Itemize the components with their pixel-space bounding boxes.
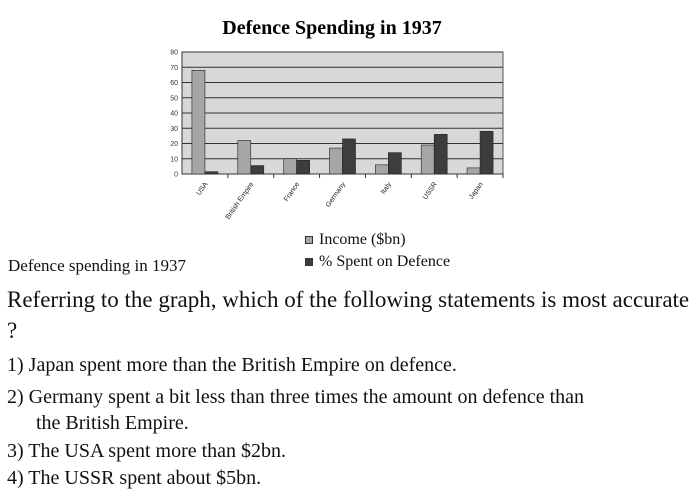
bar-income-france	[284, 159, 297, 174]
bar-income-japan	[467, 168, 480, 174]
bar-income-ussr	[421, 145, 434, 174]
bar-income-italy	[375, 165, 388, 174]
chart-title: Defence Spending in 1937	[222, 17, 442, 39]
x-tick-label-usa: USA	[195, 181, 210, 197]
y-tick-label-0: 0	[174, 171, 178, 179]
x-tick-label-british-empire: British Empire	[224, 181, 256, 221]
legend-swatch-income	[305, 236, 313, 244]
bar-income-germany	[330, 148, 343, 174]
bar-defence-usa	[205, 172, 218, 174]
x-tick-label-japan: Japan	[468, 181, 485, 201]
bar-defence-british-empire	[251, 166, 264, 174]
y-tick-label-30: 30	[170, 125, 178, 133]
question-text: Referring to the graph, which of the following statements is most accurate ?	[7, 287, 690, 343]
legend-label-income: Income ($bn)	[319, 231, 406, 248]
answer-option-2-line-1: 2) Germany spent a bit less than three times the amount on defence than	[7, 386, 585, 408]
answer-option-2[interactable]	[7, 384, 697, 436]
bar-defence-germany	[343, 139, 356, 174]
bar-defence-france	[297, 160, 310, 174]
y-tick-label-60: 60	[170, 80, 178, 87]
legend-item-defence	[305, 251, 450, 273]
bar-defence-ussr	[434, 134, 447, 174]
answer-option-3[interactable]: 3) The USA spent more than $2bn.	[7, 440, 287, 462]
y-tick-label-70: 70	[170, 64, 178, 72]
answer-option-2-line-2: the British Empire.	[36, 412, 189, 434]
legend-item-income	[305, 229, 450, 251]
y-tick-label-20: 20	[170, 141, 178, 148]
y-tick-label-80: 80	[170, 49, 178, 57]
x-tick-label-germany: Germany	[324, 181, 348, 209]
bar-income-british-empire	[238, 140, 251, 174]
answer-option-4[interactable]: 4) The USSR spent about $5bn.	[7, 467, 262, 489]
legend-label-defence: % Spent on Defence	[319, 253, 451, 270]
bar-chart	[0, 0, 700, 240]
y-tick-label-50: 50	[170, 95, 178, 103]
x-tick-label-italy: Italy	[379, 181, 393, 196]
bar-income-usa	[192, 70, 205, 174]
y-tick-label-40: 40	[170, 110, 178, 118]
bar-defence-japan	[480, 131, 493, 174]
legend-swatch-defence	[305, 258, 313, 266]
x-tick-label-france: France	[283, 181, 302, 204]
chart-legend	[305, 229, 450, 273]
y-tick-label-10: 10	[170, 156, 178, 164]
answer-option-1[interactable]: 1) Japan spent more than the British Empire on defence.	[7, 354, 457, 376]
figure-caption: Defence spending in 1937	[8, 256, 186, 275]
bar-defence-italy	[388, 153, 401, 174]
x-tick-label-ussr: USSR	[421, 181, 439, 202]
